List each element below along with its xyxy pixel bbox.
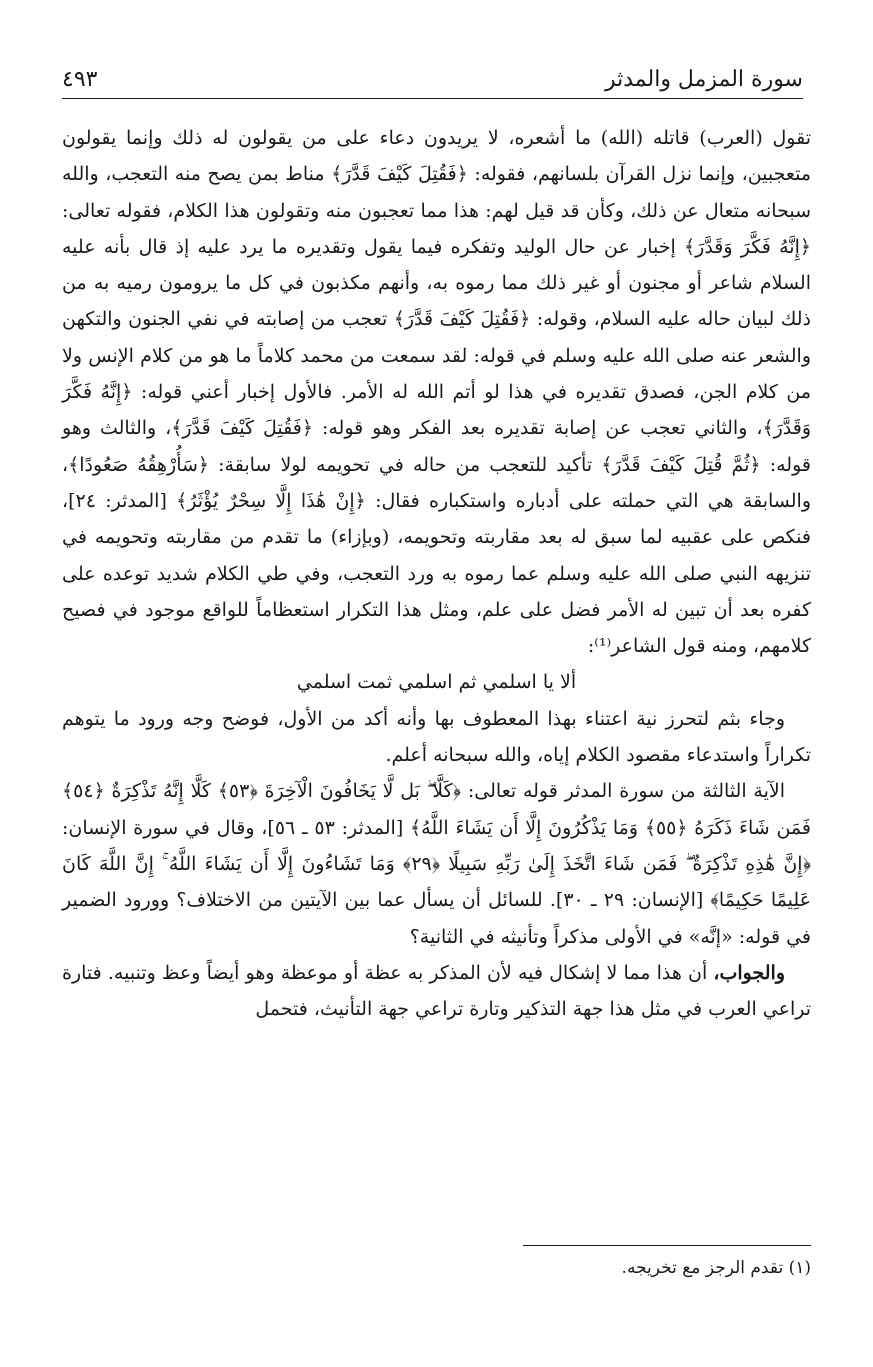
footnote	[62, 1258, 811, 1278]
header-divider	[62, 98, 803, 99]
header-title: سورة المزمل والمدثر	[604, 67, 803, 92]
poetry-verse: ألا يا اسلمي ثم اسلمي ثمت اسلمي	[296, 671, 577, 694]
page-number: ٤٩٣	[62, 67, 98, 92]
footnote-marker: (١)	[788, 1258, 811, 1278]
paragraph-2: وجاء بثم لتحرز نية اعتناء بهذا المعطوف بها وأنه أكد من الأول، فوضح وجه ورود ما يتوهم تكراراً واستدعاء مقصود الكلام إياه، والله سبحانه أعلم.	[62, 707, 811, 767]
running-header	[62, 58, 803, 92]
answer-lead: والجواب،	[713, 961, 785, 984]
paragraph-4	[62, 955, 811, 1028]
footnote-text: تقدم الرجز مع تخريجه.	[621, 1258, 784, 1278]
footnote-divider	[523, 1245, 811, 1246]
paragraph-3: الآية الثالثة من سورة المدثر قوله تعالى: ﴿كَلَّا ۖ بَل لَّا يَخَافُونَ الْآخِرَةَ ﴿٥٣﴾ كَلَّا إِنَّهُ تَذْكِرَةٌ ﴿٥٤﴾ فَمَن شَاءَ ذَكَرَهُ ﴿٥٥﴾ وَمَا يَذْكُرُونَ إِلَّا أَن يَشَاءَ اللَّهُ﴾ [المدثر: ٥٣ ـ ٥٦]، وقال في سورة الإنسان: ﴿إِنَّ هَٰذِهِ تَذْكِرَةٌ ۖ فَمَن شَاءَ اتَّخَذَ إِلَىٰ رَبِّهِ سَبِيلًا ﴿٢٩﴾ وَمَا تَشَاءُونَ إِلَّا أَن يَشَاءَ اللَّهُ ۚ إِنَّ اللَّهَ كَانَ عَلِيمًا حَكِيمًا﴾ [الإنسان: ٢٩ ـ ٣٠]. للسائل أن يسأل عما بين الآيتين من الاختلاف؟ وورود الضمير في قوله: «إنَّه» في الأولى مذكراً وتأنيثه في الثانية؟	[62, 780, 811, 948]
page-body	[62, 120, 811, 1027]
paragraph-1: تقول (العرب) قاتله (الله) ما أشعره، لا يريدون دعاء على من يقولون له ذلك وإنما يقولون متعجبين، وإنما نزل القرآن بلسانهم، فقوله: ﴿فَقُتِلَ كَيْفَ قَدَّرَ﴾ مناط بمن يصح منه التعجب، والله سبحانه متعال عن ذلك، وكأن قد قيل لهم: هذا مما تعجبون منه وتقولون هذا الكلام، فقوله تعالى: ﴿إِنَّهُ فَكَّرَ وَقَدَّرَ﴾ إخبار عن حال الوليد وتفكره فيما يقول وتقديره ما يرد عليه إذ قال بأنه عليه السلام شاعر أو مجنون أو غير ذلك مما رموه به، وأنهم مكذبون في كل ما يرومون رميه به من ذلك لبيان حاله عليه السلام، وقوله: ﴿فَقُتِلَ كَيْفَ قَدَّرَ﴾ تعجب من إصابته في نفي الجنون والتكهن والشعر عنه صلى الله عليه وسلم في قوله: لقد سمعت من محمد كلاماً ما هو من كلام الإنس ولا من كلام الجن، فصدق تقديره في هذا لو أتم الله له الأمر. فالأول إخبار أعني قوله: ﴿إِنَّهُ فَكَّرَ وَقَدَّرَ﴾، والثاني تعجب عن إصابة تقديره بعد الفكر وهو قوله: ﴿فَقُتِلَ كَيْفَ قَدَّرَ﴾، والثالث وهو قوله: ﴿ثُمَّ قُتِلَ كَيْفَ قَدَّرَ﴾ تأكيد للتعجب من حاله في تحويمه لولا سابقة: ﴿سَأُرْهِقُهُ صَعُودًا﴾، والسابقة هي التي حملته على أدباره واستكباره فقال: ﴿إِنْ هَٰذَا إِلَّا سِحْرٌ يُؤْثَرُ﴾ [المدثر: ٢٤]، فنكص على عقبيه لما سبق له بعد مقاربته وتحويمه، (وبإزاء) ما تقدم من مقاربته وتحويمه في تنزيهه النبي صلى الله عليه وسلم عما رموه به ورد التعجب، وفي طي الكلام شديد توعده على كفره بعد أن تبين له الأمر فضل على علم، ومثل هذا التكرار استعظاماً للواقع موجود في فصيح كلامهم، ومنه قول الشاعر⁽¹⁾:	[62, 127, 812, 658]
answer-text: أن هذا مما لا إشكال فيه لأن المذكر به عظة أو موعظة وهو أيضاً وعظ وتنبيه. فتارة تراعي العرب في مثل هذا جهة التذكير وتارة تراعي جهة التأنيث، فتحمل	[62, 961, 811, 1021]
